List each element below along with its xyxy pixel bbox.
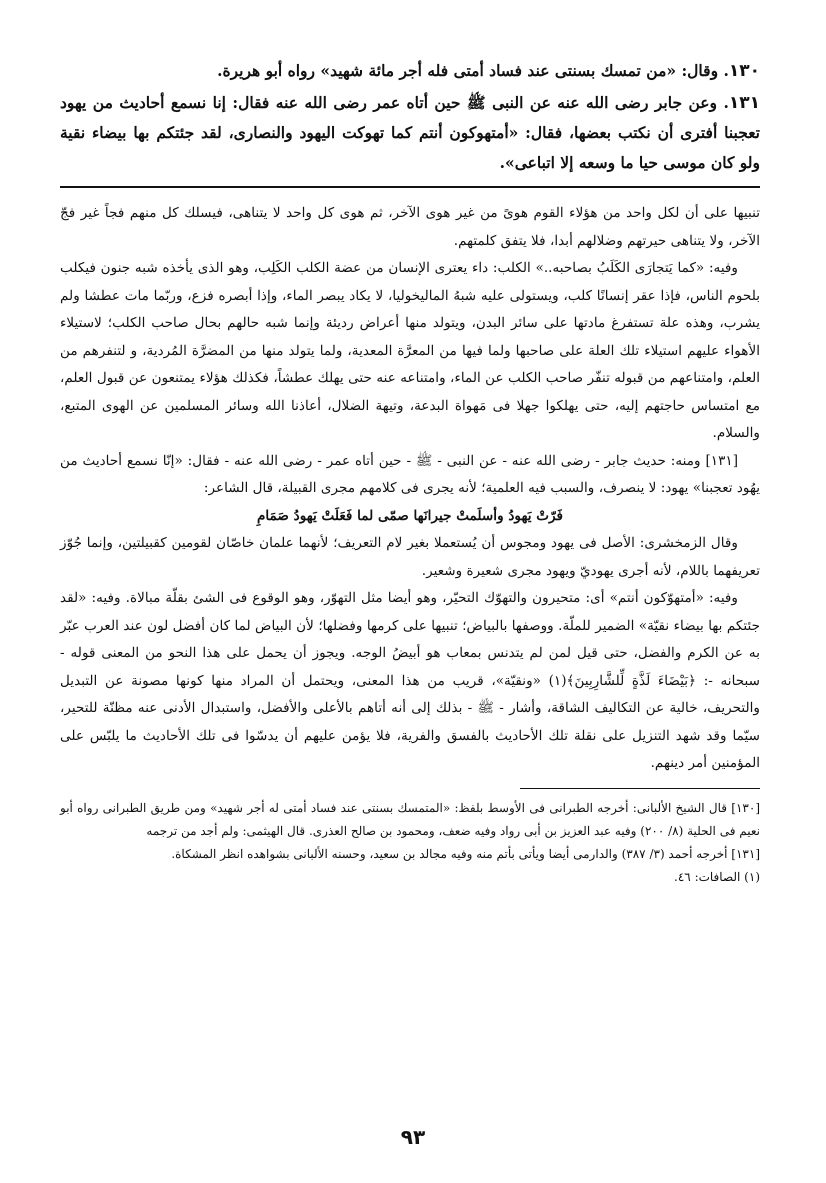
hadith-131: ١٣١. وعن جابر رضى الله عنه عن النبى ﷺ حين أتاه عمر رضى الله عنه فقال: إنا نسمع أحاديث من يهود تعجبنا أفترى أن نكتب بعضها، فقال: «أمتهوكون أنتم كما تهوكت اليهود والنصارى، لقد جئتكم بها بيضاء نقية ولو كان موسى حيا ما وسعه إلا اتباعى». [60, 93, 760, 172]
commentary-paragraph: [١٣١] ومنه: حديث جابر - رضى الله عنه - عن النبى - ﷺ - حين أتاه عمر - رضى الله عنه - فقال: «إنّا نسمع أحاديث من يهُود تعجبنا» يهود: لا ينصرف، والسبب فيه العلمية؛ لأنه يجرى فى كلامهم مجرى القبيلة، قال الشاعر: [60, 452, 760, 496]
hadith-text: وقال: «من تمسك بسنتى عند فساد أمتى فله أجر مائة شهيد» رواه أبو هريرة. [217, 61, 719, 80]
footnote-divider [520, 788, 760, 789]
hadith-number: ١٣١ [728, 93, 760, 113]
commentary-paragraph: تنبيها على أن لكل واحد من هؤلاء القوم هوىً من غير هوى الآخر، ثم هوى كل واحد لا يتناهى، فيسلك كل منهم فجاً غير فجّ الآخر، ولا يتناهى حيرتهم وضلالهم أبدا، فلا يتفق كلمتهم. [60, 205, 760, 249]
commentary-paragraph: وفيه: «أمتهوّكون أنتم» أى: متحيرون والتهوّك التحيّر، وهو أيضا مثل التهوّر، وهو الوقوع فى الشئ بقلّة مبالاة. وفيه: «لقد جئتكم بها بيضاء نقيّة» الضمير للملّة. ووصفها بالبياض؛ تنبيها على كرمها وفضلها؛ لأن البياض لما كان أفضل لون عند العرب عبّر به عن الكرم والفضل، حتى قيل لمن لم يتدنس بمعاب هو أبيضُ الوجه. ويجوز أن يحمل على هذا النحو من المعنى قوله - سبحانه -: ﴿بَيْضَاءَ لَذَّةٍ لِّلشَّارِبِينَ﴾(١) «ونقيّة»، قريب من هذا المعنى، ويحتمل أن المراد منها كونها مصونة عن التبديل والتحريف، خالية عن التكاليف الشاقة، وأشار - ﷺ - بذلك إلى أنه أتاهم بالأعلى والأفضل، واستبدال الأدنى عنه مظنّة للتحير، سيّما وقد شهد التنزيل على نقلة تلك الأحاديث بالفسق والفرية، فلا يؤمن عليهم أن يدسّوا فى تلك الأحاديث ما يلبّس على المؤمنين أمر دينهم. [60, 590, 760, 771]
footnote: [١٣٠] قال الشيخ الألبانى: أخرجه الطبرانى فى الأوسط بلفظ: «المتمسك بسنتى عند فساد أمتى له أجر شهيد» ومن طريق الطبرانى رواه أبو نعيم فى الحلية (٨/ ٢٠٠) وفيه عبد العزيز بن أبى رواد وفيه ضعف، ومحمود بن صالح العذرى. قال الهيثمى: ولم أجد من ترجمه [60, 800, 760, 838]
commentary-paragraph: وفيه: «كما يَتجارَى الكَلَبُ بصاحبه..» الكلب: داء يعترى الإنسان من عضة الكلب الكَلِب، وهو الذى يأخذه شبه جنون فيكلب بلحوم الناس، فإذا عقر إنسانًا كلب، ويستولى عليه شبهُ الماليخوليا، لا يكاد يبصر الماء، وإذا أبصره فزع، وربّما مات عطشا ولم يشرب، وهذه علة تستفرغ مادتها على سائر البدن، ويتولد منها أعراض رديئة وإنما شبه حالهم بحال صاحب الكلب؛ لاستيلاء الأهواء عليهم استيلاء تلك العلة على صاحبها ولما فيها من المعرَّة المعدية، ولما يتولد منها من المضرَّة المُردية، و لتنفرهم من العلم، وامتناعهم من قبوله تنفّر صاحب الكلب عن الماء، وامتناعه عنه حتى يهلك عطشاً، فكذلك هؤلاء يمتنعون عن قبول العلم، مع امتساس حاجتهم إليه، حتى يهلكوا جهلا فى مَهواة البدعة، وتيهة الضلال، أعاذنا الله وسائر المسلمين عن الهوى المتبع، والسلام. [60, 260, 760, 441]
page-number: ٩٣ [400, 1125, 426, 1149]
section-divider [60, 186, 760, 188]
commentary-paragraph: وقال الزمخشرى: الأصل فى يهود ومجوس أن يُستعملا بغير لام التعريف؛ لأنهما علمان خاصّان لقومين كقبيلتين، وإنما جُوّز تعريفهما باللام، لأنه أجرى يهوديّ ويهود مجرى شعيرة وشعير. [60, 535, 760, 579]
hadith-text: وعن جابر رضى الله عنه عن النبى ﷺ حين أتاه عمر رضى الله عنه فقال: إنا نسمع أحاديث من يهود تعجبنا أفترى أن نكتب بعضها، فقال: «أمتهوكون أنتم كما تهوكت اليهود والنصارى، لقد جئتكم بها بيضاء نقية ولو كان موسى حيا ما وسعه إلا اتباعى». [60, 93, 760, 172]
poetry-verse: فَرّتْ يَهودُ وأسلَمتْ جيرانَها صمّى لما فَعَلَتْ يَهودُ صَمَامِ [256, 507, 564, 524]
hadith-number: ١٣٠ [728, 61, 760, 81]
hadith-130: ١٣٠. وقال: «من تمسك بسنتى عند فساد أمتى فله أجر مائة شهيد» رواه أبو هريرة. [217, 61, 760, 81]
commentary [60, 200, 760, 778]
footnote: [١٣١] أخرجه أحمد (٣/ ٣٨٧) والدارمى أيضا ويأتى بأتم منه وفيه مجالد بن سعيد، وحسنه الألبانى بشواهده انظر المشكاة. [171, 846, 760, 861]
footnotes [60, 797, 760, 889]
footnote: (١) الصافات: ٤٦. [674, 869, 760, 884]
page-body [60, 56, 760, 889]
